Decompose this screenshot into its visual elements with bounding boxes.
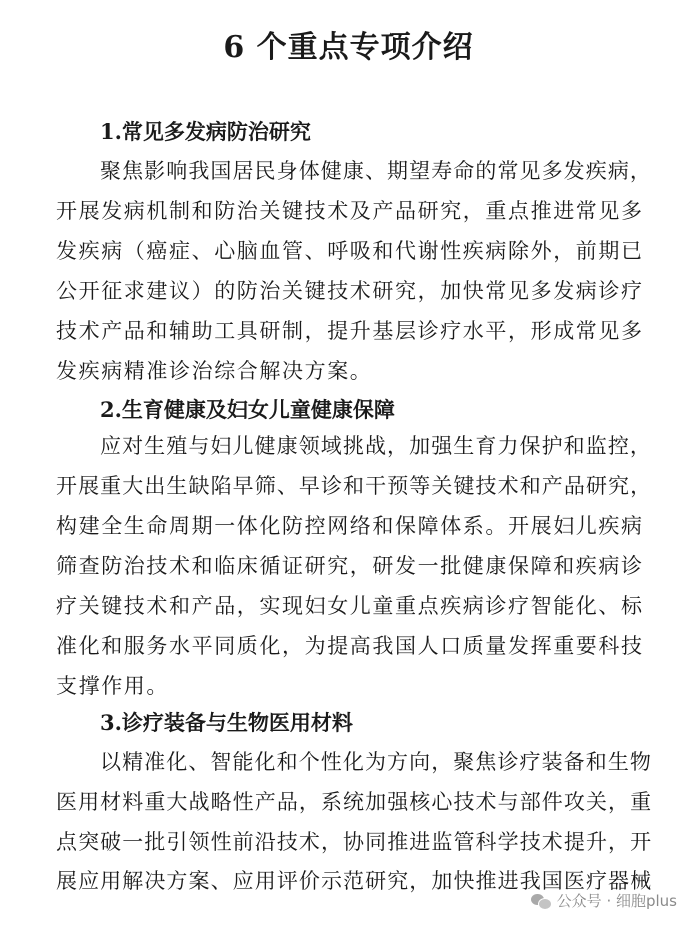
section-3-line-2: 医用材料重大战略性产品，系统加强核心技术与部件攻关，重 bbox=[56, 790, 653, 814]
watermark-text: 公众号 · 细胞plus bbox=[556, 892, 677, 910]
section-1-line-1: 聚焦影响我国居民身体健康、期望寿命的常见多发疾病， bbox=[100, 159, 652, 183]
section-2-heading: 2.生育健康及妇女儿童健康保障 bbox=[100, 397, 395, 422]
section-2-line-1: 应对生殖与妇儿健康领域挑战，加强生育力保护和监控， bbox=[100, 434, 652, 458]
section-1-line-6: 发疾病精准诊治综合解决方案。 bbox=[56, 359, 373, 383]
page-title: 6 个重点专项介绍 bbox=[223, 30, 474, 65]
wechat-icon bbox=[531, 893, 551, 909]
section-2-line-2: 开展重大出生缺陷早筛、早诊和干预等关键技术和产品研究， bbox=[56, 474, 653, 498]
section-1-heading: 1.常见多发病防治研究 bbox=[100, 119, 311, 144]
section-2-line-6: 准化和服务水平同质化，为提高我国人口质量发挥重要科技 bbox=[56, 634, 644, 658]
section-1-line-2: 开展发病机制和防治关键技术及产品研究，重点推进常见多 bbox=[56, 199, 644, 223]
section-2-line-3: 构建全生命周期一体化防控网络和保障体系。开展妇儿疾病 bbox=[56, 514, 644, 538]
section-3-line-3: 点突破一批引领性前沿技术，协同推进监管科学技术提升，开 bbox=[56, 830, 653, 854]
section-1-line-5: 技术产品和辅助工具研制，提升基层诊疗水平，形成常见多 bbox=[56, 319, 644, 343]
section-1-line-4: 公开征求建议）的防治关键技术研究，加快常见多发病诊疗 bbox=[56, 279, 644, 303]
section-2-line-4: 筛查防治技术和临床循证研究，研发一批健康保障和疾病诊 bbox=[56, 554, 644, 578]
watermark bbox=[531, 890, 677, 911]
section-3-line-1: 以精准化、智能化和个性化为方向，聚焦诊疗装备和生物 bbox=[100, 750, 652, 774]
section-3-heading: 3.诊疗装备与生物医用材料 bbox=[100, 710, 353, 735]
section-2-line-7: 支撑作用。 bbox=[56, 674, 169, 698]
section-2-line-5: 疗关键技术和产品，实现妇女儿童重点疾病诊疗智能化、标 bbox=[56, 594, 644, 618]
section-1-line-3: 发疾病（癌症、心脑血管、呼吸和代谢性疾病除外，前期已 bbox=[56, 239, 644, 263]
section-3-line-4: 展应用解决方案、应用评价示范研究，加快推进我国医疗器械 bbox=[56, 869, 653, 893]
